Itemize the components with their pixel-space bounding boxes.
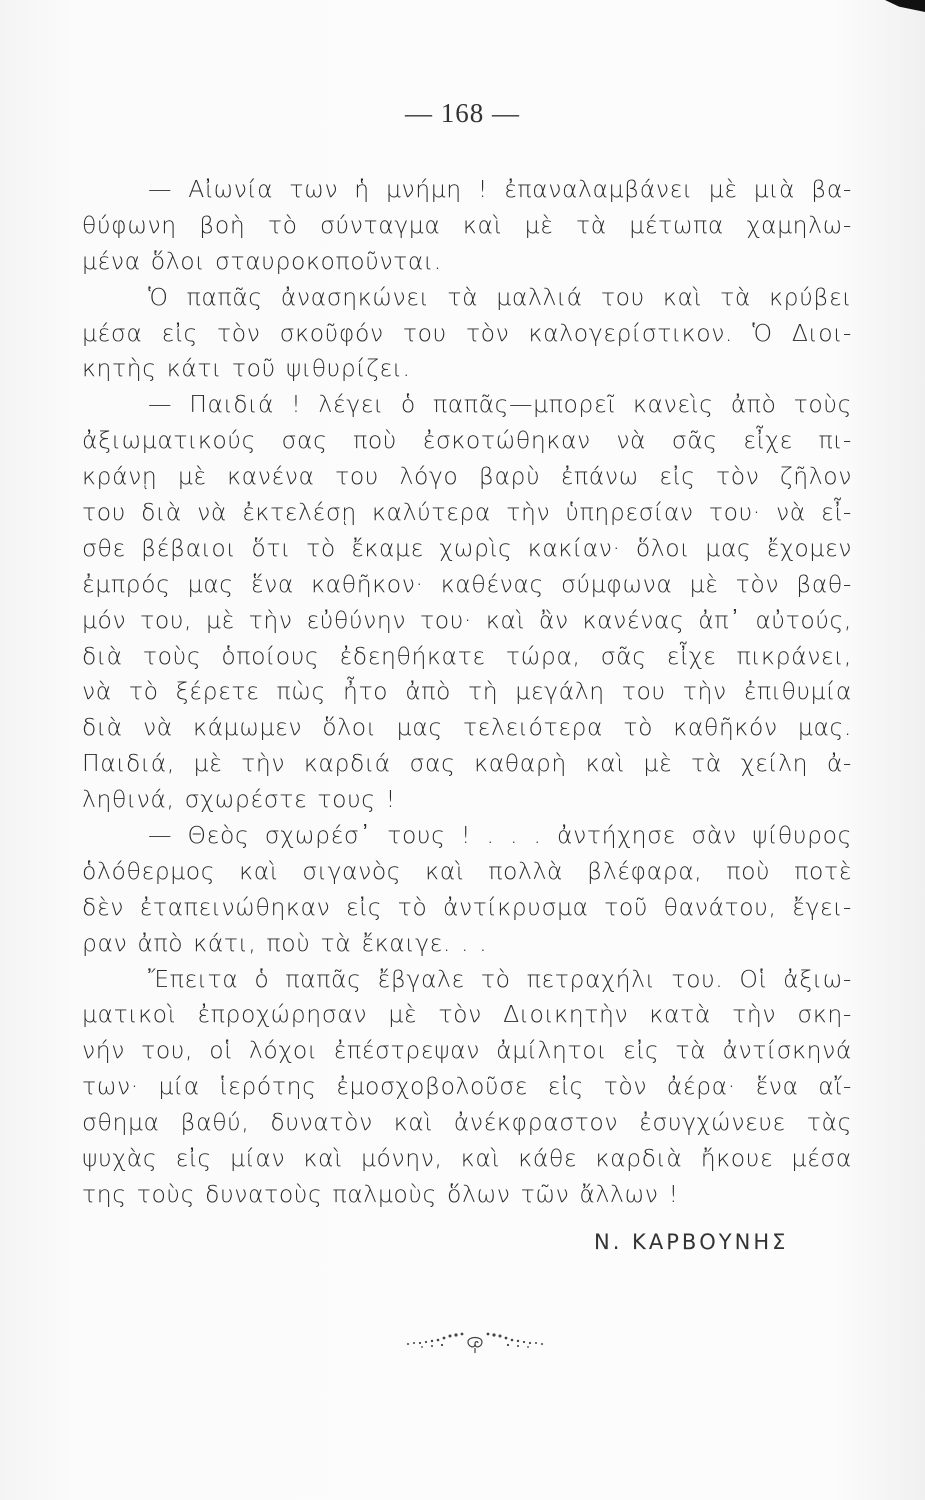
page-number: — 168 — (405, 98, 520, 128)
text-line: Ὁ παπᾶς ἀνασηκώνει τὰ μαλλιά του καὶ τὰ κρύβει (148, 282, 852, 311)
text-line: διὰ νὰ κάμωμεν ὅλοι μας τελειότερα τὸ καθῆκόν μας. (82, 713, 852, 742)
text-line: Ἔπειτα ὁ παπᾶς ἔβγαλε τὸ πετραχήλι του. Οἱ ἀξιω- (148, 964, 852, 993)
text-line: της τοὺς δυνατοὺς παλμοὺς ὅλων τῶν ἄλλων ! (82, 1179, 679, 1208)
text-line: μόν του, μὲ τὴν εὐθύνην του· καὶ ἂν κανένας ἀπ᾿ αὐτούς, (82, 605, 852, 634)
text-line: σθε βέβαιοι ὅτι τὸ ἔκαμε χωρὶς κακίαν· ὅλοι μας ἔχομεν (82, 533, 852, 562)
text-line: — Αἰωνία των ἡ μνήμη ! ἐπαναλαμβάνει μὲ μιὰ βα- (148, 175, 852, 203)
text-line: νήν του, οἱ λόχοι ἐπέστρεψαν ἀμίλητοι εἰς τὰ ἀντίσκηνά (82, 1036, 852, 1065)
text-line: του διὰ νὰ ἐκτελέσῃ καλύτερα τὴν ὑπηρεσίαν του· νὰ εἶ- (82, 498, 852, 527)
text-line: διὰ τοὺς ὁποίους ἐδεηθήκατε τώρα, σᾶς εἶχε πικράνει, (82, 641, 852, 670)
text-line: Παιδιά, μὲ τὴν καρδιά σας καθαρὴ καὶ μὲ τὰ χείλη ἀ- (82, 749, 852, 778)
text-line: — Παιδιά ! λέγει ὁ παπᾶς—μπορεῖ κανεὶς ἀπὸ τοὺς (148, 390, 852, 419)
text-line: μένα ὅλοι σταυροκοποῦνται. (82, 246, 442, 275)
page-edge-mark (885, 0, 925, 12)
text-line: νὰ τὸ ξέρετε πὼς ἦτο ἀπὸ τὴ μεγάλη του τὴν ἐπιθυμία (82, 677, 852, 706)
text-line: ματικοὶ ἐπροχώρησαν μὲ τὸν Διοικητὴν κατὰ τὴν σκη- (82, 1000, 852, 1029)
text-line: ἐμπρός μας ἕνα καθῆκον· καθένας σύμφωνα μὲ τὸν βαθ- (82, 569, 852, 598)
decorative-ornament (402, 1328, 548, 1354)
text-line: — Θεὸς σχωρέσ᾿ τους ! . . . ἀντήχησε σὰν ψίθυρος (148, 821, 852, 850)
text-line: κράνῃ μὲ κανένα του λόγο βαρὺ ἐπάνω εἰς τὸν ζῆλον (82, 462, 852, 491)
text-line: κητὴς κάτι τοῦ ψιθυρίζει. (82, 354, 411, 383)
author-signature: Ν. ΚΑΡΒΟΥΝΗΣ (594, 1230, 789, 1254)
text-line: ψυχὰς εἰς μίαν καὶ μόνην, καὶ κάθε καρδιὰ ἤκουε μέσα (82, 1144, 852, 1173)
text-line: σθημα βαθύ, δυνατὸν καὶ ἀνέκφραστον ἐσυγχώνευε τὰς (82, 1108, 852, 1137)
text-line: θύφωνη βοὴ τὸ σύνταγμα καὶ μὲ τὰ μέτωπα χαμηλω- (82, 210, 852, 239)
text-line: ἀξιωματικούς σας ποὺ ἐσκοτώθηκαν νὰ σᾶς εἶχε πι- (82, 426, 852, 455)
text-line: ὁλόθερμος καὶ σιγανὸς καὶ πολλὰ βλέφαρα, ποὺ ποτὲ (82, 856, 852, 885)
text-line: δὲν ἐταπεινώθηκαν εἰς τὸ ἀντίκρυσμα τοῦ θανάτου, ἔγει- (82, 892, 852, 921)
body-text (82, 172, 852, 1213)
text-line: ληθινά, σχωρέστε τους ! (82, 785, 396, 814)
text-line: των· μία ἱερότης ἐμοσχοβολοῦσε εἰς τὸν ἀέρα· ἕνα αἴ- (82, 1072, 852, 1101)
text-line: μέσα εἰς τὸν σκοῦφόν του τὸν καλογερίστικον. Ὁ Διοι- (82, 318, 852, 347)
text-line: ραν ἀπὸ κάτι, ποὺ τὰ ἔκαιγε. . . (82, 928, 488, 957)
